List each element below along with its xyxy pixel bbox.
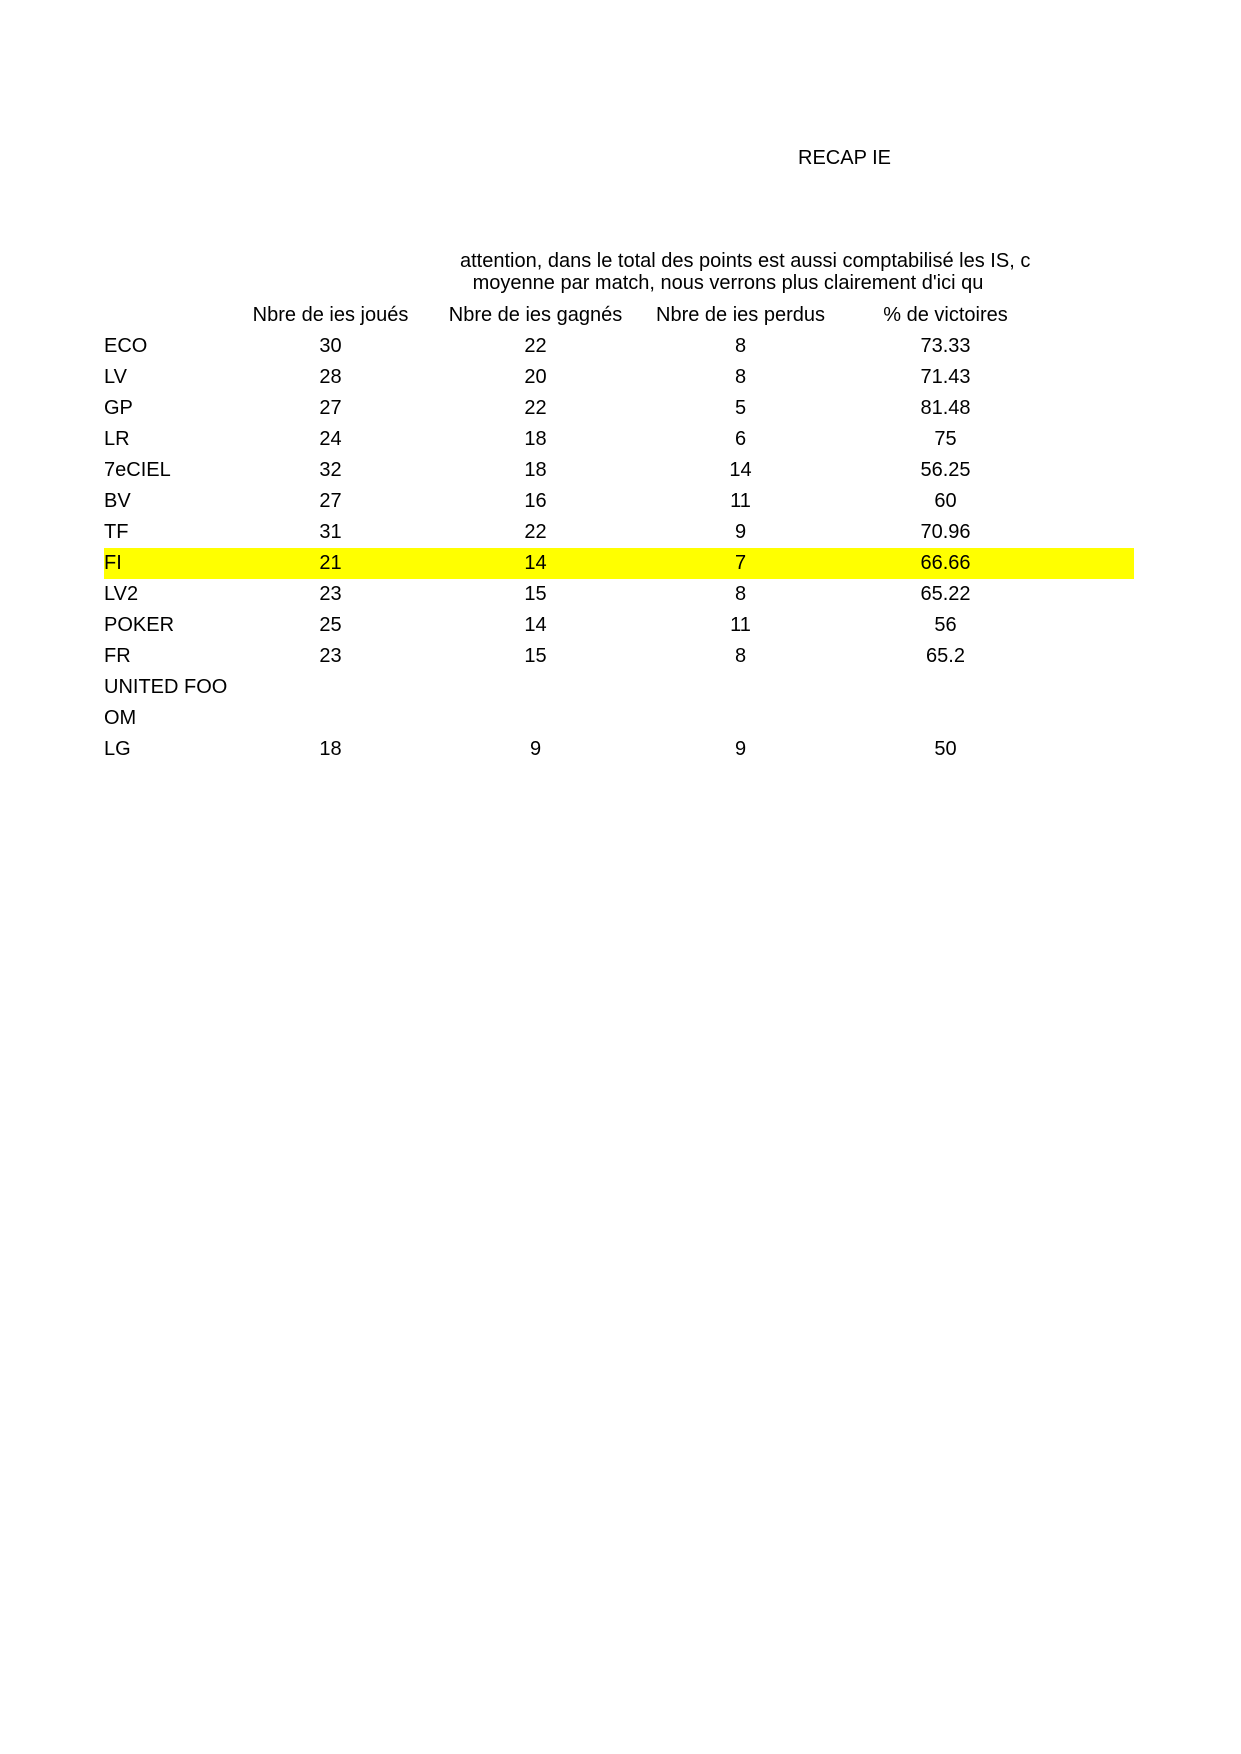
victoires-cell: 70.96: [920, 521, 971, 543]
victoires-cell: 66.66: [843, 548, 1048, 579]
table-row: [104, 362, 1134, 393]
note-text: [360, 250, 1051, 294]
joues-cell: 28: [319, 366, 342, 388]
victoires-cell: 65.22: [920, 583, 971, 605]
table-row: [104, 641, 1134, 672]
team-cell: 7eCIEL: [104, 459, 171, 481]
victoires-cell: 73.33: [920, 335, 971, 357]
gagnes-cell: 16: [524, 490, 547, 512]
note-line-2: moyenne par match, nous verrons plus clairement d'ici qu: [472, 272, 984, 294]
joues-cell: 23: [319, 583, 342, 605]
perdus-cell: 8: [734, 366, 747, 388]
joues-cell: 18: [319, 738, 342, 760]
team-cell: LG: [104, 738, 131, 760]
gagnes-cell: 22: [524, 397, 547, 419]
header-joues: Nbre de ies joués: [252, 304, 409, 326]
gagnes-cell: 15: [524, 583, 547, 605]
victoires-cell: 71.43: [920, 366, 971, 388]
table-row: [104, 734, 1134, 765]
joues-cell: 32: [319, 459, 342, 481]
perdus-cell: 9: [734, 738, 747, 760]
gagnes-cell: [433, 672, 638, 703]
extra-cell: [1048, 734, 1134, 765]
team-cell: TF: [104, 521, 129, 543]
header-victoires: % de victoires: [883, 304, 1008, 326]
table-row: [104, 610, 1134, 641]
team-cell: BV: [104, 490, 131, 512]
perdus-cell: 7: [638, 548, 843, 579]
gagnes-cell: 22: [524, 521, 547, 543]
header-team: [104, 300, 228, 331]
gagnes-cell: 18: [524, 459, 547, 481]
perdus-cell: 5: [734, 397, 747, 419]
joues-cell: 27: [319, 397, 342, 419]
table-row: [104, 331, 1134, 362]
header-gagnes: Nbre de ies gagnés: [448, 304, 623, 326]
table-row: [104, 424, 1134, 455]
joues-cell: 31: [319, 521, 342, 543]
victoires-cell: 75: [934, 428, 957, 450]
table-row: [104, 393, 1134, 424]
header-perdus: Nbre de ies perdus: [656, 304, 825, 326]
perdus-cell: [638, 672, 843, 703]
recap-table: [104, 300, 1134, 765]
extra-cell: [1048, 703, 1134, 734]
perdus-cell: 8: [734, 645, 747, 667]
joues-cell: 25: [319, 614, 342, 636]
team-cell: GP: [104, 397, 133, 419]
extra-cell: [1048, 331, 1134, 362]
victoires-cell: 60: [934, 490, 957, 512]
joues-cell: 27: [319, 490, 342, 512]
joues-cell: 24: [319, 428, 342, 450]
table-row: [104, 517, 1134, 548]
gagnes-cell: 15: [524, 645, 547, 667]
header-row: [104, 300, 1134, 331]
perdus-cell: 11: [730, 614, 751, 636]
victoires-cell: [843, 703, 1048, 734]
gagnes-cell: 14: [524, 614, 547, 636]
team-cell: POKER: [104, 614, 175, 636]
gagnes-cell: [433, 703, 638, 734]
extra-cell: [1048, 393, 1134, 424]
extra-cell: [1048, 517, 1134, 548]
team-cell: LV: [104, 366, 127, 388]
perdus-cell: 8: [734, 335, 747, 357]
team-cell: LR: [104, 428, 130, 450]
team-cell: FR: [104, 645, 131, 667]
table-row: [104, 672, 1134, 703]
victoires-cell: 56.25: [920, 459, 971, 481]
note-line-1: attention, dans le total des points est aussi comptabilisé les IS, c: [460, 250, 1031, 272]
joues-cell: 21: [228, 548, 433, 579]
extra-cell: [1048, 424, 1134, 455]
team-cell: ECO: [104, 335, 148, 357]
table-row: [104, 455, 1134, 486]
perdus-cell: [638, 703, 843, 734]
table-row: [104, 486, 1134, 517]
gagnes-cell: 18: [524, 428, 547, 450]
team-cell: FI: [104, 548, 228, 579]
extra-cell: [1048, 641, 1134, 672]
table-row: [104, 703, 1134, 734]
team-cell: LV2: [104, 583, 139, 605]
gagnes-cell: 22: [524, 335, 547, 357]
perdus-cell: 8: [734, 583, 747, 605]
victoires-cell: 81.48: [920, 397, 971, 419]
extra-cell: [1048, 672, 1134, 703]
perdus-cell: 9: [734, 521, 747, 543]
perdus-cell: 14: [729, 459, 752, 481]
victoires-cell: 65.2: [926, 645, 965, 667]
extra-cell: [1048, 548, 1134, 579]
page-title: RECAP IE: [798, 147, 891, 169]
extra-cell: [1048, 610, 1134, 641]
table-row: [104, 579, 1134, 610]
victoires-cell: 50: [934, 738, 957, 760]
gagnes-cell: 20: [524, 366, 547, 388]
joues-cell: 23: [319, 645, 342, 667]
extra-cell: [1048, 455, 1134, 486]
joues-cell: 30: [319, 335, 342, 357]
header-extra: [1048, 300, 1134, 331]
joues-cell: [228, 672, 433, 703]
extra-cell: [1048, 579, 1134, 610]
team-cell: UNITED FOO: [104, 676, 228, 698]
extra-cell: [1048, 362, 1134, 393]
joues-cell: [228, 703, 433, 734]
gagnes-cell: 9: [529, 738, 542, 760]
perdus-cell: 11: [730, 490, 751, 512]
team-cell: OM: [104, 707, 137, 729]
perdus-cell: 6: [734, 428, 747, 450]
victoires-cell: 56: [934, 614, 957, 636]
table-row: [104, 548, 1134, 579]
victoires-cell: [843, 672, 1048, 703]
gagnes-cell: 14: [433, 548, 638, 579]
extra-cell: [1048, 486, 1134, 517]
